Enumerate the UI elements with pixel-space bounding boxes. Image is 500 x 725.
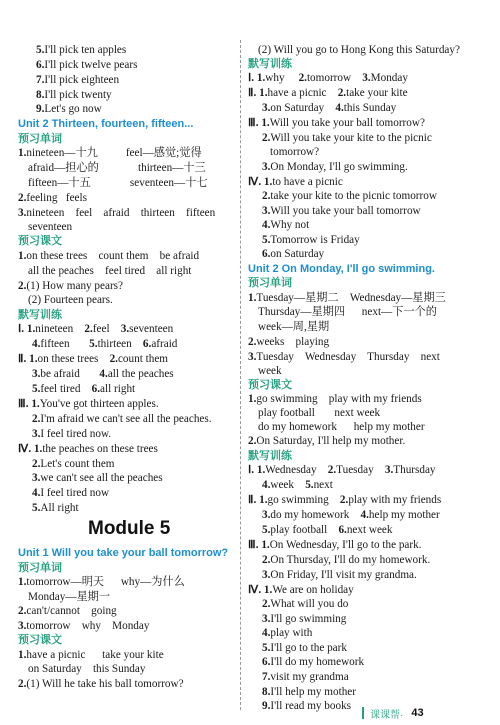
unit-heading: Unit 2 On Monday, I'll go swimming. xyxy=(248,263,435,275)
answer-line xyxy=(248,493,441,507)
answer-line xyxy=(270,145,319,159)
item-number: 5. xyxy=(32,383,41,395)
answer-line xyxy=(18,648,164,662)
item-number: 5. xyxy=(89,338,98,350)
answer-line xyxy=(262,655,364,669)
answer-line xyxy=(248,538,422,552)
answer-text: Tuesday Wednesday Thursday next xyxy=(256,351,440,363)
answer-line xyxy=(18,442,158,456)
item-number: 3. xyxy=(384,464,394,476)
answer-text: Tuesday—星期二 Wednesday—星期三 xyxy=(256,292,446,304)
answer-text: On Wednesday, I'll go to the park. xyxy=(269,539,422,551)
item-number: 2. xyxy=(337,87,347,99)
item-number: 6. xyxy=(338,524,347,536)
answer-text: nineteen feel afraid thirteen fifteen xyxy=(26,207,216,219)
answer-text: (2) Fourteen pears. xyxy=(28,294,113,306)
answer-text: tomorrow? xyxy=(270,146,320,158)
item-number: Ⅰ. xyxy=(248,464,257,476)
section-heading: 默写训练 xyxy=(18,309,62,321)
item-number: 2. xyxy=(18,678,27,690)
item-number: 6. xyxy=(36,59,45,71)
answer-text: next xyxy=(313,479,333,491)
item-number: 1. xyxy=(18,250,27,262)
item-number: 1. xyxy=(256,464,266,476)
item-number: 1. xyxy=(259,87,268,99)
section-heading: 预习课文 xyxy=(18,634,62,646)
item-number: 5. xyxy=(305,479,314,491)
answer-text: (1) Will he take his ball tomorrow? xyxy=(26,678,184,690)
answer-text: seventeen xyxy=(28,221,73,233)
answer-text: thirteen xyxy=(97,338,143,350)
item-number: 1. xyxy=(26,323,36,335)
item-number: 1. xyxy=(29,353,38,365)
answer-text: the peaches on these trees xyxy=(42,443,158,455)
answer-text: be afraid xyxy=(40,368,100,380)
item-number: 3. xyxy=(32,472,41,484)
answer-line xyxy=(18,619,149,633)
answer-text: take your kite to the picnic tomorrow xyxy=(270,190,437,202)
item-number: 1. xyxy=(261,539,270,551)
item-number: 1. xyxy=(261,117,270,129)
item-number: 1. xyxy=(18,649,27,661)
answer-line xyxy=(36,73,119,87)
item-number: 8. xyxy=(36,89,45,101)
answer-text: I'll pick twelve pears xyxy=(44,59,138,71)
unit-heading: Unit 1 Will you take your ball tomorrow? xyxy=(18,547,229,559)
answer-text: I'll go swimming xyxy=(270,613,347,625)
item-number: 2. xyxy=(262,132,271,144)
item-number: 2. xyxy=(262,554,271,566)
item-number: 1. xyxy=(248,393,257,405)
item-number: 4. xyxy=(32,338,41,350)
answer-text: All right xyxy=(40,502,79,514)
item-number: 5. xyxy=(36,44,45,56)
answer-text: to have a picnic xyxy=(272,176,343,188)
module-title: Module 5 xyxy=(88,518,171,539)
item-number: 2. xyxy=(109,353,118,365)
section-heading: 预习课文 xyxy=(18,235,62,247)
answer-line xyxy=(18,249,199,263)
item-number: 2. xyxy=(32,458,41,470)
answer-text: tomorrow—明天 why—为什么 xyxy=(26,576,185,588)
item-number: Ⅰ. xyxy=(248,72,257,84)
item-number: 3. xyxy=(18,207,27,219)
footer-brand: 课课帮· xyxy=(370,709,404,721)
item-number: 1. xyxy=(248,292,257,304)
answer-text: go swimming xyxy=(267,494,340,506)
answer-line xyxy=(248,392,422,406)
answer-text: Tuesday xyxy=(336,464,385,476)
item-number: 4. xyxy=(262,627,271,639)
item-number: Ⅱ. xyxy=(18,353,30,365)
answer-text: On Saturday, I'll help my mother. xyxy=(256,435,406,447)
answer-text: Tomorrow is Friday xyxy=(270,234,360,246)
item-number: 1. xyxy=(18,147,27,159)
answer-text: on these trees xyxy=(37,353,110,365)
item-number: 2. xyxy=(18,605,27,617)
item-number: 3. xyxy=(32,368,41,380)
answer-line xyxy=(258,406,380,420)
answer-text: Will you take your kite to the picnic xyxy=(270,132,432,144)
item-number: 3. xyxy=(32,428,41,440)
answer-text: fifteen—十五 seventeen—十七 xyxy=(28,177,208,189)
answer-text: afraid xyxy=(151,338,178,350)
answer-line xyxy=(248,463,436,477)
answer-text: week xyxy=(258,365,282,377)
answer-line xyxy=(32,471,163,485)
answer-line xyxy=(248,350,440,364)
section-heading: 预习单词 xyxy=(18,133,62,145)
answer-text: tomorrow why Monday xyxy=(26,620,150,632)
item-number: 2. xyxy=(298,72,307,84)
item-number: 4. xyxy=(335,102,344,114)
answer-line xyxy=(248,86,408,100)
item-number: 5. xyxy=(262,524,271,536)
item-number: 3. xyxy=(262,102,271,114)
answer-line xyxy=(32,382,135,396)
answer-line xyxy=(18,575,185,589)
answer-text: feeling feels xyxy=(26,192,87,204)
section-heading: 预习课文 xyxy=(248,379,292,391)
item-number: Ⅲ. xyxy=(248,539,262,551)
answer-line xyxy=(28,662,145,676)
answer-line xyxy=(262,553,430,567)
answer-line xyxy=(262,218,309,232)
item-number: Ⅳ. xyxy=(18,443,34,455)
item-number: 6. xyxy=(262,656,271,668)
item-number: 2. xyxy=(32,413,41,425)
answer-line xyxy=(262,699,351,713)
answer-text: tomorrow xyxy=(306,72,363,84)
item-number: 3. xyxy=(362,72,371,84)
item-number: 9. xyxy=(36,103,45,115)
answer-text: I'll go to the park xyxy=(270,642,347,654)
item-number: 2. xyxy=(262,598,271,610)
item-number: 3. xyxy=(120,323,130,335)
answer-text: visit my grandma xyxy=(270,671,349,683)
page-footer xyxy=(362,704,424,722)
answer-text: Let's go now xyxy=(44,103,102,115)
answer-line xyxy=(248,175,343,189)
item-number: 1. xyxy=(256,72,266,84)
item-number: 6. xyxy=(142,338,152,350)
item-number: 1. xyxy=(33,443,43,455)
answer-text: feel tired xyxy=(40,383,92,395)
item-number: 5. xyxy=(262,234,271,246)
answer-text: Wednesday xyxy=(265,464,328,476)
unit-heading: Unit 2 Thirteen, fourteen, fifteen... xyxy=(18,118,194,130)
answer-line xyxy=(262,641,347,655)
answer-text: Thursday—星期四 next—下一个的 xyxy=(258,306,437,318)
item-number: 3. xyxy=(248,351,257,363)
answer-line xyxy=(248,583,354,597)
answer-line xyxy=(32,367,174,381)
answer-line xyxy=(262,508,440,522)
answer-line xyxy=(32,427,111,441)
answer-line xyxy=(262,523,393,537)
section-heading: 预习单词 xyxy=(18,562,62,574)
answer-line xyxy=(248,71,408,85)
item-number: 2. xyxy=(248,336,257,348)
answer-line xyxy=(262,131,432,145)
answer-text: all the peaches xyxy=(107,368,174,380)
answer-text: I feel tired now xyxy=(40,487,110,499)
answer-line xyxy=(18,206,215,220)
item-number: 6. xyxy=(91,383,101,395)
item-number: 2. xyxy=(248,435,257,447)
item-number: 8. xyxy=(262,686,271,698)
answer-line xyxy=(258,305,437,319)
item-number: 4. xyxy=(262,479,271,491)
item-number: 7. xyxy=(262,671,271,683)
item-number: 2. xyxy=(18,192,27,204)
answer-line xyxy=(262,626,312,640)
answer-text: Monday xyxy=(370,72,408,84)
item-number: 1. xyxy=(259,494,268,506)
answer-text: Will you take your ball tomorrow? xyxy=(269,117,425,129)
answer-text: play with xyxy=(270,627,313,639)
answer-line xyxy=(262,189,437,203)
answer-text: week xyxy=(270,479,306,491)
answer-line xyxy=(36,43,126,57)
answer-line xyxy=(18,604,117,618)
answer-line xyxy=(18,352,168,366)
item-number: 4. xyxy=(32,487,41,499)
answer-line xyxy=(32,457,115,471)
item-number: Ⅰ. xyxy=(18,323,27,335)
answer-text: feel xyxy=(92,323,121,335)
answer-text: Monday—星期一 xyxy=(28,591,111,603)
answer-text: Thursday xyxy=(393,464,436,476)
item-number: 1. xyxy=(18,576,27,588)
answer-text: all right xyxy=(100,383,136,395)
answer-text: On Thursday, I'll do my homework. xyxy=(270,554,431,566)
item-number: 3. xyxy=(18,620,27,632)
answer-text: Why not xyxy=(270,219,310,231)
answer-text: all the peaches feel tired all right xyxy=(28,265,192,277)
answer-text: play football next week xyxy=(258,407,381,419)
item-number: Ⅳ. xyxy=(248,176,264,188)
answer-line xyxy=(262,247,324,261)
answer-line xyxy=(258,420,425,434)
item-number: 2. xyxy=(339,494,349,506)
answer-text: count them xyxy=(117,353,168,365)
answer-text: nineteen—十九 feel—感觉;觉得 xyxy=(26,147,202,159)
answer-line xyxy=(32,501,79,515)
answer-line xyxy=(262,670,349,684)
answer-text: play with my friends xyxy=(348,494,442,506)
answer-line xyxy=(32,486,109,500)
answer-text: go swimming play with my friends xyxy=(256,393,422,405)
answer-line xyxy=(28,176,208,190)
answer-line xyxy=(262,612,346,626)
answer-text: seventeen xyxy=(129,323,174,335)
section-heading: 默写训练 xyxy=(248,58,292,70)
answer-line xyxy=(28,220,72,234)
item-number: 5. xyxy=(32,502,41,514)
item-number: 2. xyxy=(18,280,27,292)
item-number: 1. xyxy=(31,398,40,410)
item-number: 9. xyxy=(262,700,271,712)
answer-line xyxy=(262,233,360,247)
section-heading: 默写训练 xyxy=(248,450,292,462)
item-number: 2. xyxy=(327,464,337,476)
answer-line xyxy=(18,191,87,205)
item-number: Ⅱ. xyxy=(248,87,260,99)
answer-text: on Saturday xyxy=(270,102,336,114)
answer-text: have a picnic take your kite xyxy=(26,649,164,661)
answer-line xyxy=(258,43,460,57)
answer-line xyxy=(258,320,329,334)
answer-text: I'll help my mother xyxy=(270,686,356,698)
answer-line xyxy=(28,264,191,278)
answer-line xyxy=(248,116,425,130)
answer-line xyxy=(32,337,177,351)
answer-line xyxy=(262,204,421,218)
answer-text: afraid—担心的 thirteen—十三 xyxy=(28,162,206,174)
item-number: 3. xyxy=(262,569,271,581)
answer-text: I'm afraid we can't see all the peaches. xyxy=(40,413,212,425)
answer-line xyxy=(248,434,405,448)
answer-line xyxy=(258,364,282,378)
column-divider xyxy=(240,40,241,710)
answer-line xyxy=(18,397,159,411)
item-number: 5. xyxy=(262,642,271,654)
answer-line xyxy=(28,590,110,604)
answer-text: take your kite xyxy=(346,87,408,99)
item-number: 3. xyxy=(262,613,271,625)
answer-text: on these trees count them be afraid xyxy=(26,250,200,262)
answer-text: play football xyxy=(270,524,339,536)
answer-text: can't/cannot going xyxy=(26,605,117,617)
answer-text: On Friday, I'll visit my grandma. xyxy=(270,569,417,581)
answer-text: We are on holiday xyxy=(272,584,354,596)
item-number: Ⅲ. xyxy=(248,117,262,129)
item-number: 4. xyxy=(360,509,369,521)
item-number: Ⅲ. xyxy=(18,398,32,410)
answer-text: I'll pick twenty xyxy=(44,89,112,101)
answer-text: next week xyxy=(346,524,393,536)
answer-text: do my homework help my mother xyxy=(258,421,425,433)
answer-line xyxy=(262,597,348,611)
answer-text: Let's count them xyxy=(40,458,115,470)
answer-text: do my homework xyxy=(270,509,361,521)
answer-line xyxy=(36,102,102,116)
answer-text: this Sunday xyxy=(343,102,397,114)
answer-text: help my mother xyxy=(368,509,440,521)
answer-line xyxy=(36,88,112,102)
answer-text: I'll pick ten apples xyxy=(44,44,127,56)
answer-text: we can't see all the peaches xyxy=(40,472,163,484)
answer-line xyxy=(18,146,202,160)
item-number: 3. xyxy=(262,161,271,173)
footer-bar xyxy=(362,707,364,719)
item-number: 2. xyxy=(262,190,271,202)
item-number: 1. xyxy=(263,584,273,596)
answer-text: I'll do my homework xyxy=(270,656,365,668)
answer-text: I'll read my books xyxy=(270,700,352,712)
item-number: 3. xyxy=(262,509,271,521)
item-number: 1. xyxy=(263,176,273,188)
item-number: 2. xyxy=(84,323,93,335)
answer-line xyxy=(28,161,206,175)
item-number: Ⅳ. xyxy=(248,584,264,596)
answer-text: I feel tired now. xyxy=(40,428,112,440)
item-number: 6. xyxy=(262,248,271,260)
answer-line xyxy=(18,677,184,691)
item-number: 3. xyxy=(262,205,271,217)
answer-text: fifteen xyxy=(40,338,90,350)
item-number: Ⅱ. xyxy=(248,494,260,506)
answer-line xyxy=(262,685,356,699)
answer-line xyxy=(28,293,113,307)
answer-text: nineteen xyxy=(35,323,85,335)
answer-line xyxy=(262,101,396,115)
answer-line xyxy=(248,291,446,305)
page-number: 43 xyxy=(411,707,424,719)
answer-line xyxy=(248,335,329,349)
answer-line xyxy=(262,160,408,174)
answer-text: have a picnic xyxy=(267,87,338,99)
answer-text: I'll pick eighteen xyxy=(44,74,120,86)
answer-text: On Monday, I'll go swimming. xyxy=(270,161,408,173)
answer-text: What will you do xyxy=(270,598,349,610)
answer-line xyxy=(36,58,137,72)
item-number: 4. xyxy=(262,219,271,231)
answer-line xyxy=(18,279,123,293)
answer-line xyxy=(32,412,212,426)
item-number: 4. xyxy=(99,368,108,380)
answer-line xyxy=(262,568,417,582)
answer-line xyxy=(18,322,173,336)
section-heading: 预习单词 xyxy=(248,277,292,289)
answer-line xyxy=(262,478,333,492)
answer-text: You've got thirteen apples. xyxy=(39,398,159,410)
answer-text: why xyxy=(265,72,299,84)
answer-text: week—周,星期 xyxy=(258,321,330,333)
answer-text: Will you take your ball tomorrow xyxy=(270,205,421,217)
answer-text: weeks playing xyxy=(256,336,330,348)
item-number: 7. xyxy=(36,74,45,86)
answer-text: on Saturday xyxy=(270,248,325,260)
answer-text: (1) How many pears? xyxy=(26,280,124,292)
answer-text: on Saturday this Sunday xyxy=(28,663,146,675)
answer-text: (2) Will you go to Hong Kong this Saturday? xyxy=(258,44,460,56)
